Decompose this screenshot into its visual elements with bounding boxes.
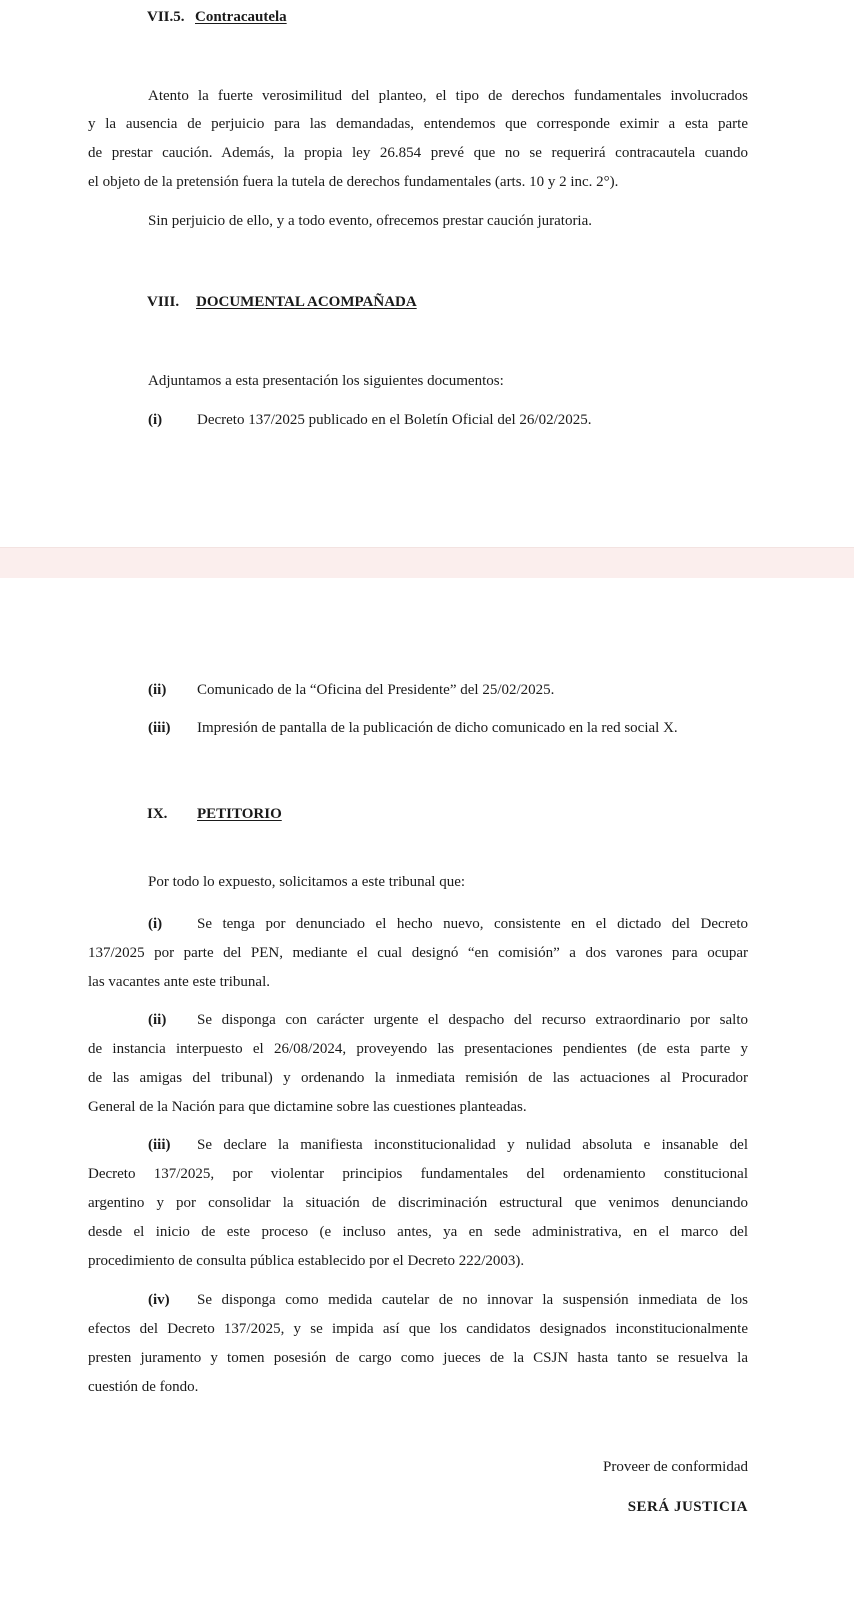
paragraph-line: desde el inicio de este proceso (e incluso antes, ya en sede administrativa, en el marco del [88,1224,748,1240]
paragraph-line: de las amigas del tribunal) y ordenando la inmediata remisión de las actuaciones al Procurador [88,1070,748,1086]
document-item-label: (i) [148,412,163,428]
page-break [0,548,854,578]
closing-proveer: Proveer de conformidad [603,1459,748,1475]
paragraph-line: Se disponga con carácter urgente el despacho del recurso extraordinario por salto [197,1012,748,1028]
paragraph-line: procedimiento de consulta pública establecido por el Decreto 222/2003). [88,1253,525,1269]
paragraph-line: Se disponga como medida cautelar de no innovar la suspensión inmediata de los [197,1292,748,1308]
section-vii5-paragraph-2: Sin perjuicio de ello, y a todo evento, ofrecemos prestar caución juratoria. [148,213,593,229]
paragraph-line: presten juramento y tomen posesión de cargo como jueces de la CSJN hasta tanto se resuelva la [88,1350,748,1366]
paragraph-line: Se declare la manifiesta inconstitucionalidad y nulidad absoluta e insanable del [197,1137,748,1153]
paragraph-line: el objeto de la pretensión fuera la tutela de derechos fundamentales (arts. 10 y 2 inc. 2°). [88,174,619,190]
closing-sera-justicia: SERÁ JUSTICIA [627,1499,748,1515]
document-item-text: Comunicado de la “Oficina del Presidente” del 25/02/2025. [197,682,555,698]
document-item-label: (ii) [148,682,167,698]
section-viii-title: DOCUMENTAL ACOMPAÑADA [196,294,417,310]
paragraph-line: Se tenga por denunciado el hecho nuevo, consistente en el dictado del Decreto [197,916,748,932]
paragraph-line: 137/2025 por parte del PEN, mediante el cual designó “en comisión” a dos varones para ocupar [88,945,748,961]
paragraph-line: de prestar caución. Además, la propia ley 26.854 prevé que no se requerirá contracautela cuando [88,145,748,161]
section-ix-intro: Por todo lo expuesto, solicitamos a este tribunal que: [148,874,466,890]
document-item-label: (iii) [148,720,171,736]
section-vii5-title: Contracautela [195,9,287,25]
paragraph-line: efectos del Decreto 137/2025, y se impida así que los candidatos designados inconstitucionalmente [88,1321,748,1337]
petitorio-item-label: (iv) [148,1292,170,1308]
petitorio-item-label: (i) [148,916,163,932]
paragraph-line: y la ausencia de perjuicio para las demandadas, entendemos que corresponde eximir a esta parte [88,116,748,132]
paragraph-line: Atento la fuerte verosimilitud del planteo, el tipo de derechos fundamentales involucrados [148,88,748,104]
section-ix-number: IX. [147,806,168,822]
paragraph-line: cuestión de fondo. [88,1379,199,1395]
section-ix-title: PETITORIO [197,806,282,822]
petitorio-item-label: (iii) [148,1137,171,1153]
document-item-text: Impresión de pantalla de la publicación de dicho comunicado en la red social X. [197,720,678,736]
section-vii5-number: VII.5. [147,9,185,25]
paragraph-line: de instancia interpuesto el 26/08/2024, proveyendo las presentaciones pendientes (de esta parte y [88,1041,748,1057]
paragraph-line: General de la Nación para que dictamine sobre las cuestiones planteadas. [88,1099,527,1115]
section-viii-number: VIII. [147,294,180,310]
paragraph-line: argentino y por consolidar la situación de discriminación estructural que venimos denunciando [88,1195,748,1211]
section-viii-intro: Adjuntamos a esta presentación los siguientes documentos: [148,373,504,389]
paragraph-line: las vacantes ante este tribunal. [88,974,271,990]
document-item-text: Decreto 137/2025 publicado en el Boletín Oficial del 26/02/2025. [197,412,592,428]
petitorio-item-label: (ii) [148,1012,167,1028]
paragraph-line: Decreto 137/2025, por violentar principios fundamentales del ordenamiento constitucional [88,1166,748,1182]
